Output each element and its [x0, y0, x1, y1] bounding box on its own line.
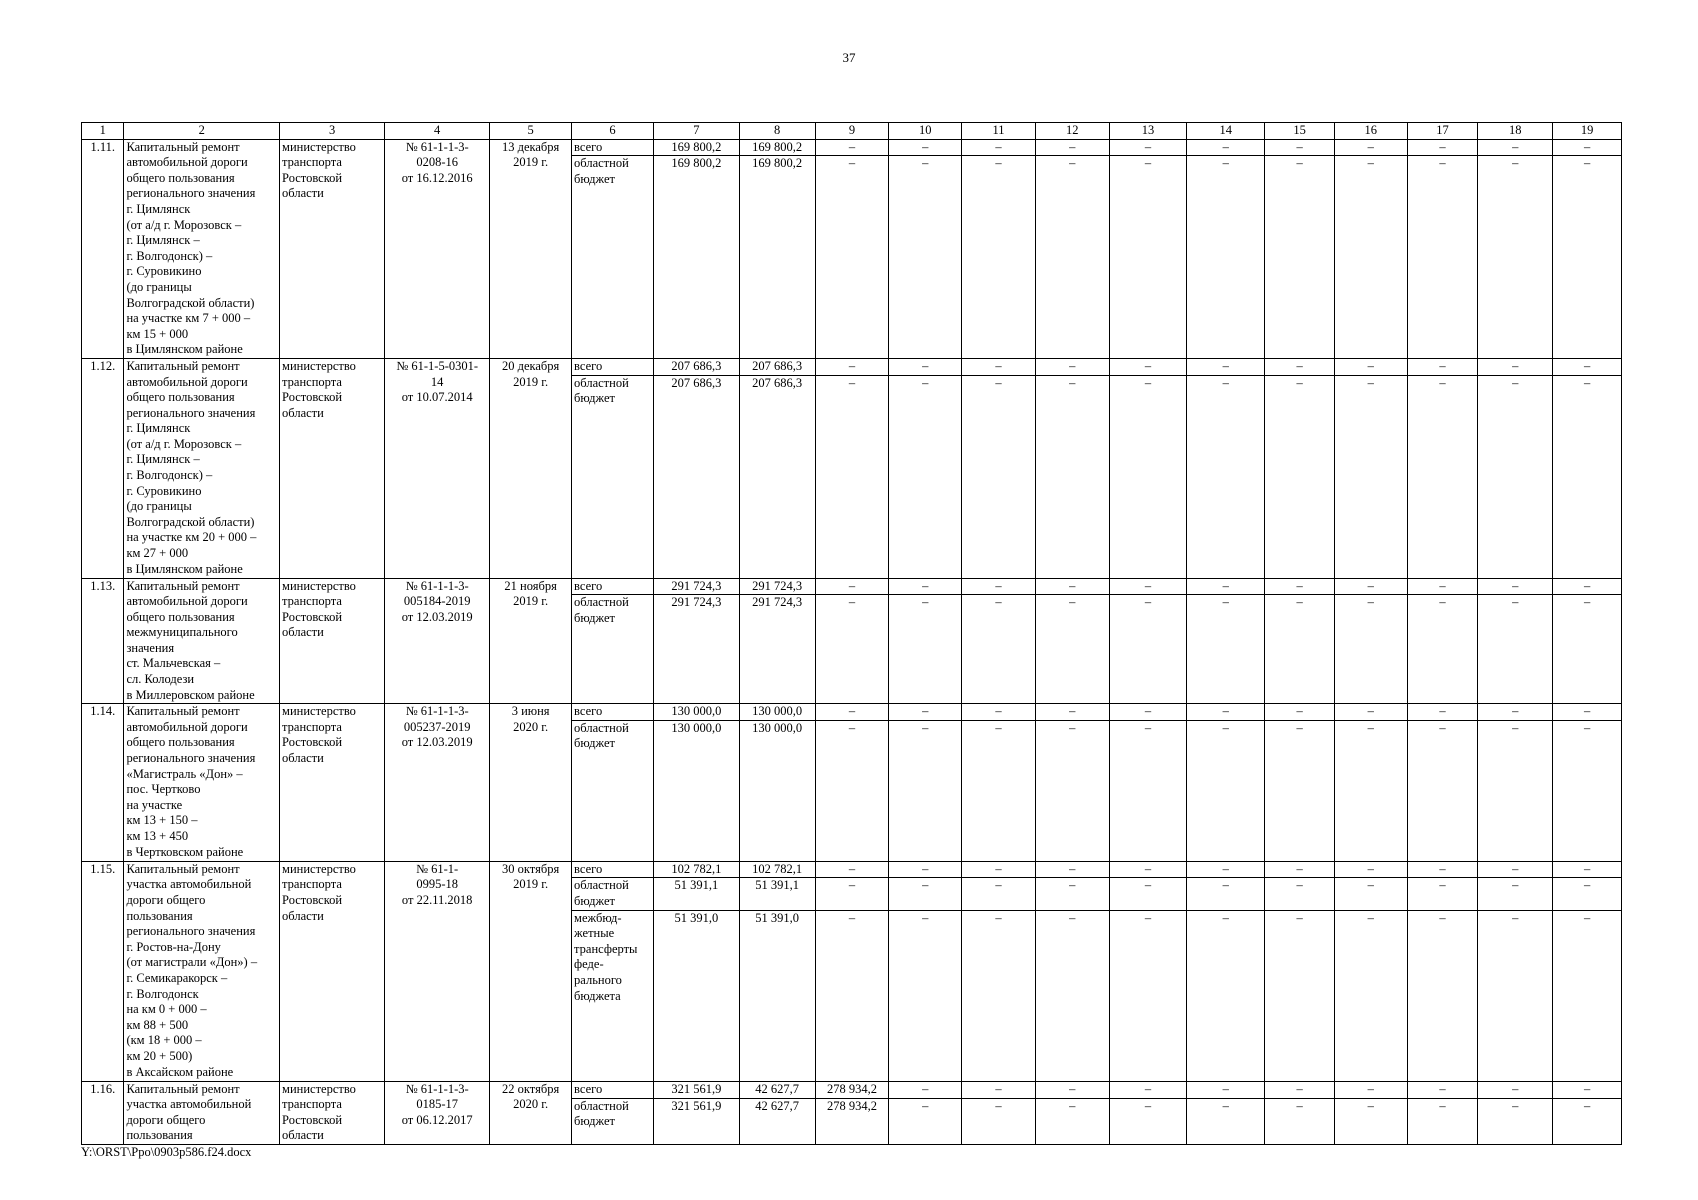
object-name: Капитальный ремонт автомобильной дороги общего пользования регионального значения «Магистраль «Дон» – пос. Чертково на участке км 13 + 150 – км 13 + 450 в Чертковском районе: [124, 704, 280, 862]
amount-year-2: –: [815, 358, 889, 375]
amount-year-1: 207 686,3: [739, 375, 815, 578]
item-number: 1.16.: [82, 1081, 124, 1144]
amount-year-2: –: [815, 878, 889, 910]
amount-col-12: –: [1035, 578, 1109, 595]
amount-col-19: –: [1553, 595, 1622, 704]
amount-col-16: –: [1334, 595, 1407, 704]
amount-col-18: –: [1478, 878, 1553, 910]
amount-col-17: –: [1407, 861, 1478, 878]
amount-col-12: –: [1035, 704, 1109, 721]
amount-col-13: –: [1109, 156, 1187, 359]
amount-col-15: –: [1265, 720, 1335, 861]
amount-col-14: –: [1187, 861, 1265, 878]
item-number: 1.15.: [82, 861, 124, 1081]
item-number: 1.14.: [82, 704, 124, 862]
amount-year-1: 51 391,0: [739, 910, 815, 1081]
amount-year-2: 278 934,2: [815, 1081, 889, 1098]
amount-year-1: 169 800,2: [739, 139, 815, 156]
amount-col-19: –: [1553, 156, 1622, 359]
object-name: Капитальный ремонт участка автомобильной дороги общего пользования регионального значения г. Ростов-на-Дону (от магистрали «Дон») – г. Семикаракорск – г. Волгодонск на км 0 + 000 – км 88 + 500 (км 18 + 000 – км 20 + 500) в Аксайском районе: [124, 861, 280, 1081]
funding-source: областной бюджет: [572, 878, 654, 910]
expertise-document: № 61-1-1-3- 0208-16 от 16.12.2016: [385, 139, 490, 358]
amount-year-1: 51 391,1: [739, 878, 815, 910]
amount-col-15: –: [1265, 595, 1335, 704]
column-number-16: 16: [1334, 123, 1407, 140]
column-number-2: 2: [124, 123, 280, 140]
funding-source: областной бюджет: [572, 595, 654, 704]
amount-col-18: –: [1478, 1081, 1553, 1098]
object-name: Капитальный ремонт автомобильной дороги общего пользования межмуниципального значения ст. Мальчевская – сл. Колодези в Миллеровском районе: [124, 578, 280, 704]
amount-col-17: –: [1407, 375, 1478, 578]
customer: министерство транспорта Ростовской области: [280, 139, 385, 358]
amount-col-13: –: [1109, 720, 1187, 861]
amount-col-17: –: [1407, 139, 1478, 156]
table-row: [82, 1081, 1622, 1098]
amount-col-11: –: [962, 375, 1036, 578]
customer: министерство транспорта Ростовской области: [280, 1081, 385, 1144]
amount-col-13: –: [1109, 1098, 1187, 1144]
amount-col-16: –: [1334, 578, 1407, 595]
amount-col-13: –: [1109, 910, 1187, 1081]
amount-col-14: –: [1187, 1081, 1265, 1098]
amount-year-2: –: [815, 720, 889, 861]
customer: министерство транспорта Ростовской области: [280, 578, 385, 704]
amount-col-15: –: [1265, 358, 1335, 375]
total-amount: 169 800,2: [653, 156, 739, 359]
amount-col-11: –: [962, 910, 1036, 1081]
amount-col-14: –: [1187, 704, 1265, 721]
amount-col-17: –: [1407, 156, 1478, 359]
completion-date: 3 июня 2020 г.: [490, 704, 572, 862]
footer-file-path: Y:\ORST\Ppo\0903p586.f24.docx: [81, 1145, 252, 1159]
completion-date: 30 октября 2019 г.: [490, 861, 572, 1081]
amount-col-19: –: [1553, 1081, 1622, 1098]
column-number-15: 15: [1265, 123, 1335, 140]
amount-col-14: –: [1187, 578, 1265, 595]
amount-col-15: –: [1265, 139, 1335, 156]
amount-year-1: 42 627,7: [739, 1081, 815, 1098]
amount-year-1: 169 800,2: [739, 156, 815, 359]
expertise-document: № 61-1-5-0301- 14 от 10.07.2014: [385, 358, 490, 578]
amount-col-11: –: [962, 878, 1036, 910]
amount-year-2: –: [815, 375, 889, 578]
amount-col-15: –: [1265, 156, 1335, 359]
completion-date: 21 ноября 2019 г.: [490, 578, 572, 704]
column-number-18: 18: [1478, 123, 1553, 140]
amount-col-18: –: [1478, 139, 1553, 156]
amount-col-19: –: [1553, 578, 1622, 595]
funding-source: всего: [572, 139, 654, 156]
expertise-document: № 61-1-1-3- 0185-17 от 06.12.2017: [385, 1081, 490, 1144]
item-number: 1.13.: [82, 578, 124, 704]
amount-col-10: –: [889, 156, 962, 359]
amount-col-11: –: [962, 1081, 1036, 1098]
amount-col-19: –: [1553, 375, 1622, 578]
expertise-document: № 61-1-1-3- 005184-2019 от 12.03.2019: [385, 578, 490, 704]
amount-col-10: –: [889, 578, 962, 595]
amount-col-10: –: [889, 375, 962, 578]
amount-year-1: 291 724,3: [739, 578, 815, 595]
budget-table: [81, 122, 1622, 1145]
amount-col-15: –: [1265, 1098, 1335, 1144]
amount-year-2: –: [815, 139, 889, 156]
amount-col-17: –: [1407, 1081, 1478, 1098]
amount-col-13: –: [1109, 578, 1187, 595]
amount-col-13: –: [1109, 595, 1187, 704]
total-amount: 130 000,0: [653, 720, 739, 861]
funding-source: областной бюджет: [572, 156, 654, 359]
amount-year-2: –: [815, 704, 889, 721]
amount-year-2: –: [815, 578, 889, 595]
amount-col-15: –: [1265, 375, 1335, 578]
amount-col-15: –: [1265, 878, 1335, 910]
column-number-12: 12: [1035, 123, 1109, 140]
amount-col-12: –: [1035, 375, 1109, 578]
total-amount: 321 561,9: [653, 1098, 739, 1144]
amount-col-13: –: [1109, 375, 1187, 578]
expertise-document: № 61-1- 0995-18 от 22.11.2018: [385, 861, 490, 1081]
amount-col-16: –: [1334, 375, 1407, 578]
amount-col-12: –: [1035, 910, 1109, 1081]
column-number-13: 13: [1109, 123, 1187, 140]
amount-col-19: –: [1553, 910, 1622, 1081]
total-amount: 51 391,0: [653, 910, 739, 1081]
amount-col-10: –: [889, 878, 962, 910]
column-number-3: 3: [280, 123, 385, 140]
funding-source: всего: [572, 861, 654, 878]
amount-col-18: –: [1478, 578, 1553, 595]
column-number-11: 11: [962, 123, 1036, 140]
column-number-17: 17: [1407, 123, 1478, 140]
amount-col-16: –: [1334, 861, 1407, 878]
amount-col-16: –: [1334, 156, 1407, 359]
amount-col-10: –: [889, 1098, 962, 1144]
amount-col-10: –: [889, 1081, 962, 1098]
header-row: [82, 123, 1622, 140]
amount-col-12: –: [1035, 1081, 1109, 1098]
amount-col-16: –: [1334, 878, 1407, 910]
amount-col-18: –: [1478, 910, 1553, 1081]
object-name: Капитальный ремонт автомобильной дороги общего пользования регионального значения г. Цимлянск (от а/д г. Морозовск – г. Цимлянск – г. Волгодонск) – г. Суровикино (до границы Волгоградской области) на участке км 20 + 000 – км 27 + 000 в Цимлянском районе: [124, 358, 280, 578]
amount-col-16: –: [1334, 1098, 1407, 1144]
table-row: [82, 139, 1622, 156]
funding-source: областной бюджет: [572, 375, 654, 578]
amount-col-13: –: [1109, 878, 1187, 910]
amount-col-14: –: [1187, 358, 1265, 375]
amount-col-12: –: [1035, 156, 1109, 359]
amount-col-16: –: [1334, 1081, 1407, 1098]
amount-col-17: –: [1407, 595, 1478, 704]
amount-col-12: –: [1035, 595, 1109, 704]
funding-source: областной бюджет: [572, 1098, 654, 1144]
amount-col-11: –: [962, 595, 1036, 704]
amount-col-15: –: [1265, 704, 1335, 721]
amount-col-13: –: [1109, 861, 1187, 878]
amount-col-19: –: [1553, 358, 1622, 375]
amount-year-2: –: [815, 861, 889, 878]
amount-year-2: –: [815, 595, 889, 704]
table-row: [82, 704, 1622, 721]
column-number-1: 1: [82, 123, 124, 140]
amount-col-19: –: [1553, 139, 1622, 156]
amount-col-10: –: [889, 704, 962, 721]
total-amount: 321 561,9: [653, 1081, 739, 1098]
funding-source: всего: [572, 1081, 654, 1098]
page-number: 37: [842, 50, 856, 65]
total-amount: 207 686,3: [653, 358, 739, 375]
column-number-8: 8: [739, 123, 815, 140]
amount-col-11: –: [962, 139, 1036, 156]
total-amount: 130 000,0: [653, 704, 739, 721]
column-number-6: 6: [572, 123, 654, 140]
amount-col-18: –: [1478, 358, 1553, 375]
table-row: [82, 861, 1622, 878]
amount-col-19: –: [1553, 720, 1622, 861]
completion-date: 13 декабря 2019 г.: [490, 139, 572, 358]
amount-col-18: –: [1478, 375, 1553, 578]
amount-col-13: –: [1109, 358, 1187, 375]
amount-col-16: –: [1334, 704, 1407, 721]
total-amount: 207 686,3: [653, 375, 739, 578]
amount-col-12: –: [1035, 720, 1109, 861]
expertise-document: № 61-1-1-3- 005237-2019 от 12.03.2019: [385, 704, 490, 862]
amount-col-14: –: [1187, 910, 1265, 1081]
object-name: Капитальный ремонт участка автомобильной дороги общего пользования: [124, 1081, 280, 1144]
amount-col-18: –: [1478, 1098, 1553, 1144]
amount-col-11: –: [962, 720, 1036, 861]
amount-col-11: –: [962, 156, 1036, 359]
total-amount: 169 800,2: [653, 139, 739, 156]
column-number-7: 7: [653, 123, 739, 140]
amount-col-17: –: [1407, 1098, 1478, 1144]
amount-year-1: 102 782,1: [739, 861, 815, 878]
table-row: [82, 578, 1622, 595]
amount-col-19: –: [1553, 1098, 1622, 1144]
amount-col-13: –: [1109, 1081, 1187, 1098]
amount-col-16: –: [1334, 720, 1407, 861]
completion-date: 20 декабря 2019 г.: [490, 358, 572, 578]
amount-year-1: 42 627,7: [739, 1098, 815, 1144]
completion-date: 22 октября 2020 г.: [490, 1081, 572, 1144]
amount-col-13: –: [1109, 139, 1187, 156]
amount-col-19: –: [1553, 861, 1622, 878]
amount-col-12: –: [1035, 1098, 1109, 1144]
amount-col-12: –: [1035, 358, 1109, 375]
column-number-5: 5: [490, 123, 572, 140]
amount-col-11: –: [962, 861, 1036, 878]
column-number-9: 9: [815, 123, 889, 140]
column-number-19: 19: [1553, 123, 1622, 140]
amount-col-17: –: [1407, 358, 1478, 375]
funding-source: всего: [572, 704, 654, 721]
amount-col-17: –: [1407, 878, 1478, 910]
amount-col-11: –: [962, 578, 1036, 595]
amount-year-2: 278 934,2: [815, 1098, 889, 1144]
funding-source: всего: [572, 578, 654, 595]
total-amount: 291 724,3: [653, 595, 739, 704]
amount-col-16: –: [1334, 358, 1407, 375]
amount-col-17: –: [1407, 704, 1478, 721]
amount-col-18: –: [1478, 704, 1553, 721]
column-number-14: 14: [1187, 123, 1265, 140]
amount-col-15: –: [1265, 578, 1335, 595]
item-number: 1.11.: [82, 139, 124, 358]
amount-col-10: –: [889, 595, 962, 704]
amount-col-14: –: [1187, 156, 1265, 359]
amount-col-11: –: [962, 358, 1036, 375]
funding-source: областной бюджет: [572, 720, 654, 861]
funding-source: всего: [572, 358, 654, 375]
amount-col-11: –: [962, 704, 1036, 721]
customer: министерство транспорта Ростовской области: [280, 358, 385, 578]
table-body: [82, 123, 1622, 1145]
table-row: [82, 358, 1622, 375]
amount-col-17: –: [1407, 720, 1478, 861]
total-amount: 291 724,3: [653, 578, 739, 595]
amount-col-10: –: [889, 861, 962, 878]
amount-col-10: –: [889, 910, 962, 1081]
total-amount: 102 782,1: [653, 861, 739, 878]
amount-year-1: 130 000,0: [739, 720, 815, 861]
amount-col-17: –: [1407, 910, 1478, 1081]
object-name: Капитальный ремонт автомобильной дороги общего пользования регионального значения г. Цимлянск (от а/д г. Морозовск – г. Цимлянск – г. Волгодонск) – г. Суровикино (до границы Волгоградской области) на участке км 7 + 000 – км 15 + 000 в Цимлянском районе: [124, 139, 280, 358]
amount-col-11: –: [962, 1098, 1036, 1144]
column-number-10: 10: [889, 123, 962, 140]
amount-col-18: –: [1478, 861, 1553, 878]
total-amount: 51 391,1: [653, 878, 739, 910]
amount-col-10: –: [889, 139, 962, 156]
amount-col-14: –: [1187, 1098, 1265, 1144]
amount-year-2: –: [815, 910, 889, 1081]
amount-year-2: –: [815, 156, 889, 359]
customer: министерство транспорта Ростовской области: [280, 704, 385, 862]
amount-year-1: 291 724,3: [739, 595, 815, 704]
amount-col-10: –: [889, 720, 962, 861]
customer: министерство транспорта Ростовской области: [280, 861, 385, 1081]
amount-col-16: –: [1334, 139, 1407, 156]
amount-col-18: –: [1478, 720, 1553, 861]
amount-col-18: –: [1478, 595, 1553, 704]
item-number: 1.12.: [82, 358, 124, 578]
amount-col-19: –: [1553, 704, 1622, 721]
amount-col-19: –: [1553, 878, 1622, 910]
amount-col-15: –: [1265, 861, 1335, 878]
amount-col-10: –: [889, 358, 962, 375]
amount-col-14: –: [1187, 878, 1265, 910]
amount-year-1: 207 686,3: [739, 358, 815, 375]
column-number-4: 4: [385, 123, 490, 140]
amount-col-18: –: [1478, 156, 1553, 359]
amount-col-14: –: [1187, 720, 1265, 861]
amount-col-14: –: [1187, 375, 1265, 578]
amount-col-12: –: [1035, 139, 1109, 156]
amount-col-15: –: [1265, 1081, 1335, 1098]
amount-col-14: –: [1187, 595, 1265, 704]
amount-col-12: –: [1035, 861, 1109, 878]
amount-col-17: –: [1407, 578, 1478, 595]
amount-col-16: –: [1334, 910, 1407, 1081]
amount-year-1: 130 000,0: [739, 704, 815, 721]
amount-col-13: –: [1109, 704, 1187, 721]
amount-col-12: –: [1035, 878, 1109, 910]
amount-col-15: –: [1265, 910, 1335, 1081]
amount-col-14: –: [1187, 139, 1265, 156]
funding-source: межбюд- жетные трансферты феде- рального бюджета: [572, 910, 654, 1081]
